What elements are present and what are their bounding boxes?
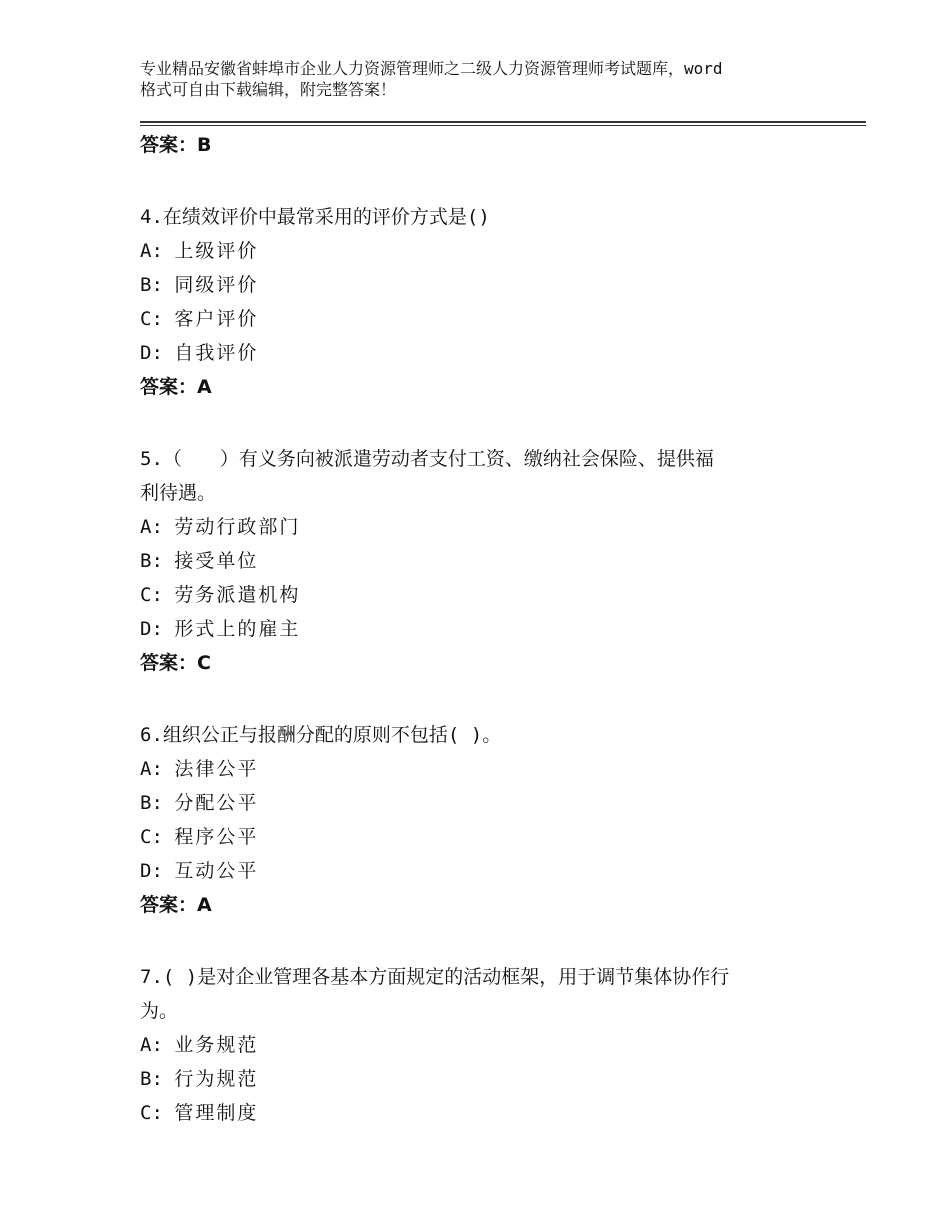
option-letter: C: [140,826,163,848]
option-letter: D: [140,342,163,364]
question-stem-line-1: 5.（ ）有义务向被派遣劳动者支付工资、缴纳社会保险、提供福 [140,448,714,470]
option-text: 自我评价 [174,342,259,364]
option-letter: A: [140,516,163,538]
question-stem [140,960,830,1028]
question-list [140,128,830,1130]
option-letter: A: [140,1034,163,1056]
question-stem: 6.组织公正与报酬分配的原则不包括( )。 [140,724,502,746]
option-a [140,510,830,544]
option-d [140,336,830,370]
question-7 [140,960,830,1130]
question-6 [140,718,830,922]
option-letter: D: [140,860,163,882]
option-text: 管理制度 [174,1102,259,1124]
option-letter: B: [140,792,163,814]
option-letter: D: [140,618,163,640]
option-letter: B: [140,1068,163,1090]
question-5 [140,442,830,680]
option-letter: A: [140,240,163,262]
question-4 [140,200,830,404]
option-text: 程序公平 [174,826,259,848]
option-text: 法律公平 [174,758,259,780]
header-rule-thick [140,121,866,123]
option-c [140,820,830,854]
answer-label: 答案：A [140,894,212,916]
option-text: 形式上的雇主 [174,618,301,640]
option-b [140,544,830,578]
answer-label: 答案：B [140,134,212,156]
option-a [140,234,830,268]
option-a [140,752,830,786]
option-letter: C: [140,584,163,606]
question-stem-line-2: 利待遇。 [140,482,217,504]
option-text: 行为规范 [174,1068,259,1090]
option-text: 分配公平 [174,792,259,814]
option-b [140,268,830,302]
option-b [140,1062,830,1096]
option-text: 上级评价 [174,240,259,262]
header-title-line-2: 格式可自由下载编辑，附完整答案！ [140,80,397,99]
question-stem [140,442,830,510]
option-d [140,612,830,646]
option-letter: B: [140,550,163,572]
question-stem-line-2: 为。 [140,1000,179,1022]
option-text: 互动公平 [174,860,259,882]
option-c [140,1096,830,1130]
option-letter: A: [140,758,163,780]
header-title-line-1: 专业精品安徽省蚌埠市企业人力资源管理师之二级人力资源管理师考试题库，word [140,59,723,78]
option-c [140,578,830,612]
option-b [140,786,830,820]
option-letter: C: [140,1102,163,1124]
header-rule-thin [140,125,866,126]
option-letter: C: [140,308,163,330]
question-stem: 4.在绩效评价中最常采用的评价方式是() [140,206,490,228]
option-text: 客户评价 [174,308,259,330]
answer-label: 答案：C [140,652,211,674]
option-letter: B: [140,274,163,296]
option-text: 劳务派遣机构 [174,584,301,606]
answer-label: 答案：A [140,376,212,398]
option-text: 接受单位 [174,550,259,572]
option-a [140,1028,830,1062]
option-text: 劳动行政部门 [174,516,301,538]
option-c [140,302,830,336]
option-d [140,854,830,888]
question-stem-line-1: 7.( )是对企业管理各基本方面规定的活动框架，用于调节集体协作行 [140,966,730,988]
option-text: 同级评价 [174,274,259,296]
document-header [140,58,830,100]
option-text: 业务规范 [174,1034,259,1056]
